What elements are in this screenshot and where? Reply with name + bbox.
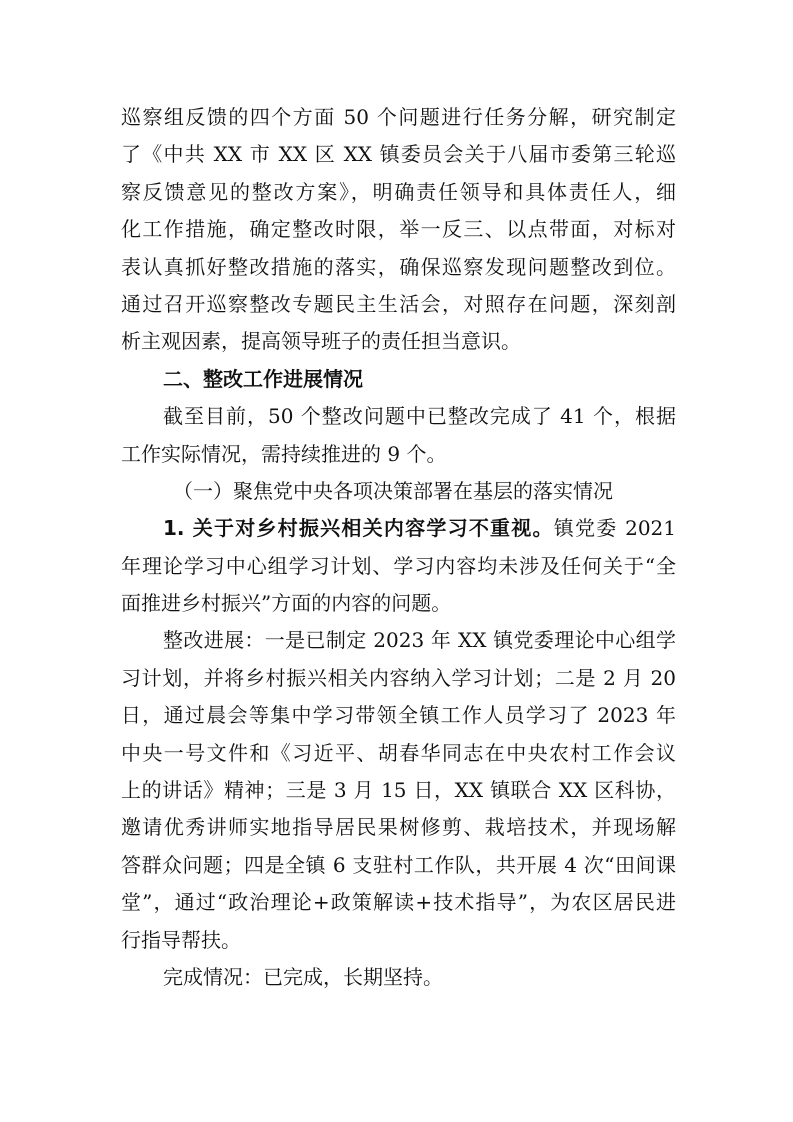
text-line: 上的讲话》精神；三是 3 月 15 日，XX 镇联合 XX 区科协，	[121, 778, 676, 803]
paragraph-rectification-progress	[121, 622, 676, 959]
item-text: 镇党委 2021	[553, 516, 676, 541]
text-line: 析主观因素，提高领导班子的责任担当意识。	[121, 329, 521, 354]
text-line: 邀请优秀讲师实地指导居民果树修剪、栽培技术，并现场解	[121, 815, 676, 840]
completion-status: 完成情况：已完成，长期坚持。	[163, 964, 443, 989]
paragraph-task-breakdown	[121, 99, 676, 361]
text-line: 中央一号文件和《习近平、胡春华同志在中央农村工作会议	[121, 740, 676, 765]
text-line: 表认真抓好整改措施的落实，确保巡察发现问题整改到位。	[121, 254, 676, 279]
paragraph-item-1	[121, 510, 676, 622]
text-line	[121, 510, 676, 547]
text-line: 通过召开巡察整改专题民主生活会，对照存在问题，深刻剖	[121, 291, 676, 316]
text-line: 日，通过晨会等集中学习带领全镇工作人员学习了 2023 年	[121, 703, 676, 728]
text-line: 行指导帮扶。	[121, 927, 241, 952]
text-line: 工作实际情况，需持续推进的 9 个。	[121, 441, 447, 466]
text-line: 答群众问题；四是全镇 6 支驻村工作队，共开展 4 次“田间课	[121, 852, 676, 877]
section-heading: 二、整改工作进展情况	[163, 366, 363, 391]
paragraph-progress-summary	[121, 398, 676, 473]
subsection-heading: （一）聚焦党中央各项决策部署在基层的落实情况	[173, 478, 613, 503]
text-line: 整改进展：一是已制定 2023 年 XX 镇党委理论中心组学	[163, 628, 676, 653]
text-line: 了《中共 XX 市 XX 区 XX 镇委员会关于八届市委第三轮巡	[121, 142, 676, 167]
text-line: 截至目前，50 个整改问题中已整改完成了 41 个，根据	[163, 404, 676, 429]
item-title: 1. 关于对乡村振兴相关内容学习不重视。	[163, 516, 554, 541]
text-line: 习计划，并将乡村振兴相关内容纳入学习计划；二是 2 月 20	[121, 665, 676, 690]
text-line: 堂”，通过“政治理论+政策解读+技术指导”，为农区居民进	[121, 890, 676, 915]
text-line: 年理论学习中心组学习计划、学习内容均未涉及任何关于“全	[121, 553, 676, 578]
text-line: 巡察组反馈的四个方面 50 个问题进行任务分解，研究制定	[121, 105, 676, 129]
text-line: 察反馈意见的整改方案》，明确责任领导和具体责任人，细	[121, 179, 676, 204]
text-line: 化工作措施，确定整改时限，举一反三、以点带面，对标对	[121, 217, 676, 242]
document-page	[121, 99, 676, 996]
text-line: 面推进乡村振兴”方面的内容的问题。	[121, 591, 452, 616]
